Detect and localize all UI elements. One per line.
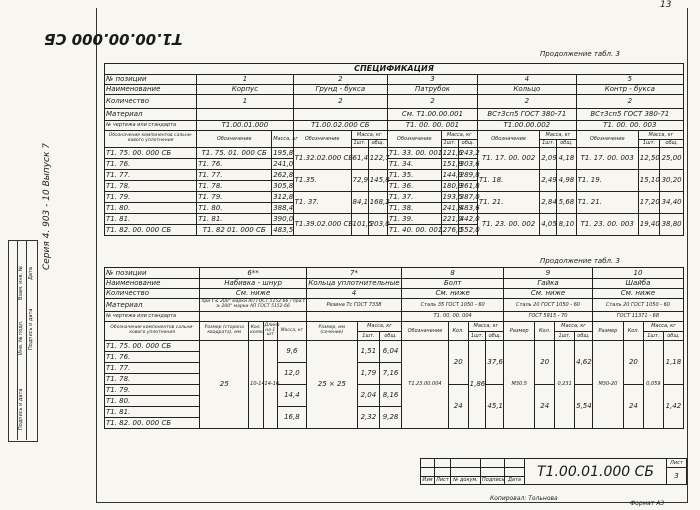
drw-6 [200, 312, 306, 322]
sub-1sht-7: 1шт. [357, 332, 379, 341]
row-header-quantity: Количество [105, 95, 197, 109]
drw-4: Т1.00.00.002 [478, 121, 577, 131]
c4-oboz: Т1. 23. 00. 002 [478, 214, 540, 236]
row-header-quantity: Количество [105, 289, 200, 299]
c1-oboz: Т1. 77. [197, 170, 272, 181]
c3-m2: 243,2 [459, 148, 480, 157]
sub-1sht-9: 1шт. [555, 332, 575, 341]
sub-razmer-10: Размер [592, 322, 623, 341]
mat-2 [293, 109, 387, 121]
c1-mass: 312,8 [273, 192, 294, 201]
pos-1: 1 [197, 75, 293, 85]
c2-oboz: Т1. 37. [293, 192, 351, 214]
component-row: Т1. 76. [105, 159, 197, 170]
c3-m2: 442,0 [459, 214, 480, 223]
row-header-components: Обозначение компонентов сальни-кового уплотнения [105, 322, 200, 341]
qty-6: См. ниже [200, 289, 306, 299]
c4-m2: 4,98 [557, 170, 576, 192]
c1-mass: 483,5 [273, 225, 294, 234]
qty-8: См. ниже [402, 289, 504, 299]
sub-obsh-9: общ. [575, 332, 593, 341]
component-row: Т1. 80. [105, 396, 200, 407]
format-label: Формат А3 [630, 500, 665, 507]
c3-oboz: Т1. 38. [387, 203, 441, 214]
c5-m2: 25,00 [660, 148, 684, 170]
c2-m1: 101,5 [351, 214, 368, 236]
qty-2: 2 [293, 95, 387, 109]
row-header-name: Наименование [105, 85, 197, 95]
mat-8: Сталь 35 ГОСТ 1050 - 60 [402, 299, 504, 312]
c4-oboz: Т1. 21. [478, 192, 540, 214]
sig-col: Лист [436, 477, 449, 483]
c2-m2: 145,8 [368, 170, 387, 192]
continuation-label-1: Продолжение табл. 3 [540, 50, 620, 58]
c5-oboz: Т1. 23. 00. 003 [576, 214, 638, 236]
component-row: Т1. 80. [105, 203, 197, 214]
pos-5: 5 [576, 75, 683, 85]
component-row: Т1. 76. [105, 352, 200, 363]
component-row: Т1. 78. [105, 181, 197, 192]
c1-oboz: Т1. 78. [197, 181, 272, 192]
row-header-material: Материал [105, 109, 197, 121]
pos-6: 6** [200, 268, 306, 279]
c8-kol: 24 [448, 385, 468, 429]
c2-oboz: Т1.32.02.000 СБ [293, 148, 351, 170]
c8-oboz: Т1.23.00.004 [402, 341, 449, 429]
name-6: Набивка - шнур [200, 279, 306, 289]
drw-1: Т1.00.01.000 [197, 121, 293, 131]
c6-weight: 14,4 [277, 385, 306, 407]
sub-mass-10: Масса, кг [643, 322, 683, 332]
drw-10: ГОСТ 11371 - 68 [592, 312, 683, 322]
c3-m2: 361,8 [459, 181, 480, 190]
pos-4: 4 [478, 75, 577, 85]
c3-m1: 193,5 [442, 192, 463, 201]
c1-oboz: Т1. 76. [197, 159, 272, 170]
component-row: Т1. 75. 00. 000 СБ [105, 341, 200, 352]
sig-col: № докум. [451, 477, 481, 485]
qty-7: 4 [306, 289, 401, 299]
c2-m2: 122,7 [368, 148, 387, 170]
c8-m1: 1,86 [468, 341, 486, 429]
row-header-drawing: № чертежа или стандарта [105, 312, 200, 322]
series-label: Серия 4. 903 - 10 Выпуск 7 [42, 142, 52, 270]
c7-m1: 2,32 [357, 407, 379, 429]
c3-m2: 483,6 [459, 203, 480, 212]
strip-label-0: Взам. инв. № [18, 266, 24, 300]
c7-m2: 6,04 [379, 341, 401, 363]
mat-3: См. Т1.00.00.001 [387, 109, 477, 121]
pos-9: 9 [504, 268, 593, 279]
sub-mass-9: Масса, кг [555, 322, 593, 332]
name-5: Контр - букса [576, 85, 683, 95]
sub-mass-5: Масса, кг [638, 131, 683, 140]
sub-size-6: Размер (сторона квадрата), мм [200, 322, 249, 341]
c10-kol: 24 [623, 385, 643, 429]
c2-m1: 61,4 [351, 148, 368, 170]
spec-table-2 [104, 267, 684, 429]
c8-m2: 37,6 [486, 341, 504, 385]
c3-m1: 221,0 [442, 214, 463, 223]
c5-m2: 38,80 [660, 214, 684, 236]
drw-3: Т1. 00. 00. 001 [387, 121, 477, 131]
drw-2: Т1.00.02.000 СБ [293, 121, 387, 131]
c5-m1: 15,10 [638, 170, 659, 192]
c1-mass: 195,8 [273, 148, 294, 157]
sub-mass-8: Масса, кг [468, 322, 504, 332]
c3-m1: 276,0 [442, 225, 463, 234]
c3-m1: 121,6 [442, 148, 463, 157]
c9-m1: 0,231 [555, 341, 575, 429]
c7-m2: 7,16 [379, 363, 401, 385]
left-stamp-strip [8, 240, 36, 440]
qty-3: 2 [387, 95, 477, 109]
strip-label-2: Подпись и дата [18, 388, 24, 430]
sheet-label: Лист [667, 459, 687, 468]
c3-m1: 144,9 [442, 170, 463, 179]
sub-1sht-5: 1шт. [638, 140, 659, 148]
mat-9: Сталь 20 ГОСТ 1050 - 60 [504, 299, 593, 312]
sub-oboz-2: Обозначение [293, 131, 351, 148]
c10-m2: 1,42 [663, 385, 683, 429]
sub-mass-4: Масса, кг [540, 131, 576, 140]
name-1: Корпус [197, 85, 293, 95]
sub-obsh-10: общ. [663, 332, 683, 341]
title-block [420, 458, 687, 485]
pos-8: 8 [402, 268, 504, 279]
component-row: Т1. 77. [105, 170, 197, 181]
c1-oboz: Т1. 75. 01. 000 СБ [197, 148, 272, 159]
c1-oboz: Т1. 81. [197, 214, 272, 225]
sub-oboz-8: Обозначение [402, 322, 449, 341]
qty-10: См. ниже [592, 289, 683, 299]
c1-mass: 262,8 [273, 170, 294, 179]
c6-weight: 16,8 [277, 407, 306, 429]
sub-razmer-9: Размер [504, 322, 535, 341]
c4-m2: 5,68 [557, 192, 576, 214]
sub-kol-10: Кол. [623, 322, 643, 341]
strip-label-3: Дата [28, 267, 34, 280]
component-row: Т1. 81. [105, 407, 200, 418]
sub-1sht-2: 1шт. [351, 140, 368, 148]
strip-label-4: Подпись и дата [28, 308, 34, 350]
c5-m2: 34,40 [660, 192, 684, 214]
pos-10: 10 [592, 268, 683, 279]
c5-m1: 19,40 [638, 214, 659, 236]
c10-m1: 0,059 [643, 341, 663, 429]
sub-mass-7: Масса, кг [357, 322, 401, 332]
c1-oboz: Т1. 80. [197, 203, 272, 214]
sub-len-6: Длина на 1 шт [263, 322, 277, 341]
name-2: Грунд - букса [293, 85, 387, 95]
drw-8: Т1. 00. 00. 004 [402, 312, 504, 322]
c3-oboz: Т1. 33. 00. 001 [388, 148, 443, 157]
c2-oboz: Т1.35. [293, 170, 351, 192]
c10-m2: 1,18 [663, 341, 683, 385]
name-7: Кольца уплотнительные [306, 279, 401, 289]
c5-m1: 17,20 [638, 192, 659, 214]
c3-m2: 303,6 [459, 159, 480, 168]
name-8: Болт [402, 279, 504, 289]
c1-oboz: Т1. 79. [197, 192, 272, 203]
sub-mass-1: Масса, кг [272, 131, 293, 148]
pos-2: 2 [293, 75, 387, 85]
c6-rings: 10-14 [249, 341, 263, 429]
c1-mass: 305,8 [273, 181, 294, 190]
sub-1sht-10: 1шт. [643, 332, 663, 341]
rotated-doc-code: Т1.00.00.000 СБ [44, 30, 183, 48]
strip-label-1: Инв. № подл. [18, 320, 24, 355]
sub-1sht-4: 1шт. [540, 140, 557, 148]
c3-m1: 151,8 [442, 159, 463, 168]
c2-m1: 72,9 [351, 170, 368, 192]
mat-6: при t ≤ 200° марки АП ГОСТ 5152-66 / при t ≥ 200° марки АП ГОСТ 5152-66 [200, 299, 306, 312]
sub-mass-6: Масса, кг [277, 322, 306, 341]
c2-oboz: Т1.39.02.000 СБ [293, 214, 351, 236]
c3-oboz: Т1. 36. [387, 181, 441, 192]
component-row: Т1. 82. 00. 000 СБ [105, 225, 197, 236]
sub-oboz-5: Обозначение [576, 131, 638, 148]
spec-table-1 [104, 63, 684, 236]
c8-m2: 45,1 [486, 385, 504, 429]
name-4: Кольцо [478, 85, 577, 95]
c3-oboz: Т1. 34. [387, 159, 441, 170]
name-10: Шайба [592, 279, 683, 289]
row-header-material: Материал [105, 299, 200, 312]
c9-m2: 4,62 [575, 341, 593, 385]
name-9: Гайка [504, 279, 593, 289]
c8-kol: 20 [448, 341, 468, 385]
c7-m2: 8,16 [379, 385, 401, 407]
c1-mass: 388,4 [273, 203, 294, 212]
component-row: Т1. 75. 00. 000 СБ [105, 148, 197, 159]
sig-col: Подпись [482, 477, 505, 483]
spec-title: СПЕЦИФИКАЦИЯ [105, 64, 684, 75]
c5-oboz: Т1. 17. 00. 003 [576, 148, 638, 170]
continuation-label-2: Продолжение табл. 3 [540, 257, 620, 265]
sub-1sht-8: 1шт. [468, 332, 486, 341]
drw-5: Т1. 00. 00. 003 [576, 121, 683, 131]
c7-m1: 2,04 [357, 385, 379, 407]
c1-mass: 390,0 [273, 214, 294, 223]
row-header-position: № позиции [105, 268, 200, 279]
c7-size: 25 × 25 [306, 341, 357, 429]
sub-obsh-4: общ. [557, 140, 576, 148]
mat-5: ВСт3сп5 ГОСТ 380-71 [576, 109, 683, 121]
c4-m2: 4,18 [557, 148, 576, 170]
c9-size: М30.5 [504, 341, 535, 429]
pos-3: 3 [387, 75, 477, 85]
sig-col: Дата [505, 477, 525, 485]
sig-col: Изм [422, 477, 433, 483]
qty-4: 2 [478, 95, 577, 109]
sub-obsh-5: общ. [660, 140, 684, 148]
c3-oboz: Т1. 37. [387, 192, 441, 203]
sub-obsh-3: общ. [458, 140, 477, 148]
c3-oboz: Т1. 40. 00. 001 [388, 225, 443, 234]
page-number: 13 [660, 0, 672, 10]
copied-by: Копировал: Тольнова [490, 495, 558, 502]
c10-kol: 20 [623, 341, 643, 385]
component-row: Т1. 79. [105, 192, 197, 203]
component-row: Т1. 81. [105, 214, 197, 225]
c9-kol: 24 [535, 385, 555, 429]
sub-kol-9: Кол. [535, 322, 555, 341]
c2-m2: 168,2 [368, 192, 387, 214]
c3-m2: 387,0 [459, 192, 480, 201]
component-row: Т1. 78. [105, 374, 200, 385]
sub-1sht-3: 1шт. [441, 140, 458, 148]
c4-oboz: Т1. 18. [478, 170, 540, 192]
component-row: Т1. 79. [105, 385, 200, 396]
c7-m1: 1,79 [357, 363, 379, 385]
c1-oboz: Т1. 82 01. 000 СБ [197, 225, 272, 236]
c7-m2: 9,28 [379, 407, 401, 429]
c4-oboz: Т1. 17. 00. 002 [478, 148, 540, 170]
c5-oboz: Т1. 21. [576, 192, 638, 214]
component-row: Т1. 82. 00. 000 СБ [105, 418, 200, 429]
c4-m1: 2,84 [540, 192, 557, 214]
sub-oboz-1: Обозначение [197, 131, 272, 148]
row-header-components: Обозначение компонентов сальни-кового уплотнения [105, 131, 197, 148]
row-header-drawing: № чертежа или стандарта [105, 121, 197, 131]
sub-size-7: Размер, мм (сечение) [306, 322, 357, 341]
c2-m1: 84,1 [351, 192, 368, 214]
sub-obsh-2: общ. [368, 140, 387, 148]
drw-7 [306, 312, 401, 322]
mat-7: Резина Тс ГОСТ 7338 [306, 299, 401, 312]
mat-4: ВСт3сп5 ГОСТ 380-71 [478, 109, 577, 121]
sub-mass-3: Масса, кг [441, 131, 477, 140]
sub-oboz-4: Обозначение [478, 131, 540, 148]
c7-m1: 1,51 [357, 341, 379, 363]
c6-weight: 12,0 [277, 363, 306, 385]
sub-rings-6: Кол. колец [249, 322, 263, 341]
doc-code: Т1.00.01.000 СБ [525, 459, 667, 485]
c6-len: 14-16 [263, 341, 277, 429]
c3-oboz: Т1. 39. [387, 214, 441, 225]
row-header-name: Наименование [105, 279, 200, 289]
qty-5: 2 [576, 95, 683, 109]
qty-1: 1 [197, 95, 293, 109]
qty-9: См. ниже [504, 289, 593, 299]
sub-obsh-7: общ. [379, 332, 401, 341]
c4-m1: 2,49 [540, 170, 557, 192]
sheet-number: 3 [667, 468, 687, 485]
c3-m2: 552,0 [459, 225, 480, 234]
c9-kol: 20 [535, 341, 555, 385]
sub-mass-2: Масса, кг [351, 131, 387, 140]
c1-mass: 241,0 [273, 159, 294, 168]
component-row: Т1. 77. [105, 363, 200, 374]
row-header-position: № позиции [105, 75, 197, 85]
c3-oboz: Т1. 35. [387, 170, 441, 181]
mat-10: Сталь 20 ГОСТ 1050 - 60 [592, 299, 683, 312]
pos-7: 7* [306, 268, 401, 279]
c5-m2: 30,20 [660, 170, 684, 192]
c2-m2: 203,0 [368, 214, 387, 236]
c3-m2: 289,8 [459, 170, 480, 179]
sub-oboz-3: Обозначение [387, 131, 441, 148]
sub-obsh-8: общ. [486, 332, 504, 341]
c3-m1: 241,8 [442, 203, 463, 212]
c10-size: М30-20 [592, 341, 623, 429]
c4-m1: 2,09 [540, 148, 557, 170]
c5-m1: 12,50 [638, 148, 659, 170]
drw-9: ГОСТ 5915 - 70 [504, 312, 593, 322]
c4-m1: 4,05 [540, 214, 557, 236]
c3-m1: 180,9 [442, 181, 463, 190]
c6-weight: 9,6 [277, 341, 306, 363]
name-3: Патрубок [387, 85, 477, 95]
c6-size: 25 [200, 341, 249, 429]
mat-1 [197, 109, 293, 121]
sub-kol-8: Кол. [448, 322, 468, 341]
c9-m2: 5,54 [575, 385, 593, 429]
c4-m2: 8,10 [557, 214, 576, 236]
c5-oboz: Т1. 19. [576, 170, 638, 192]
